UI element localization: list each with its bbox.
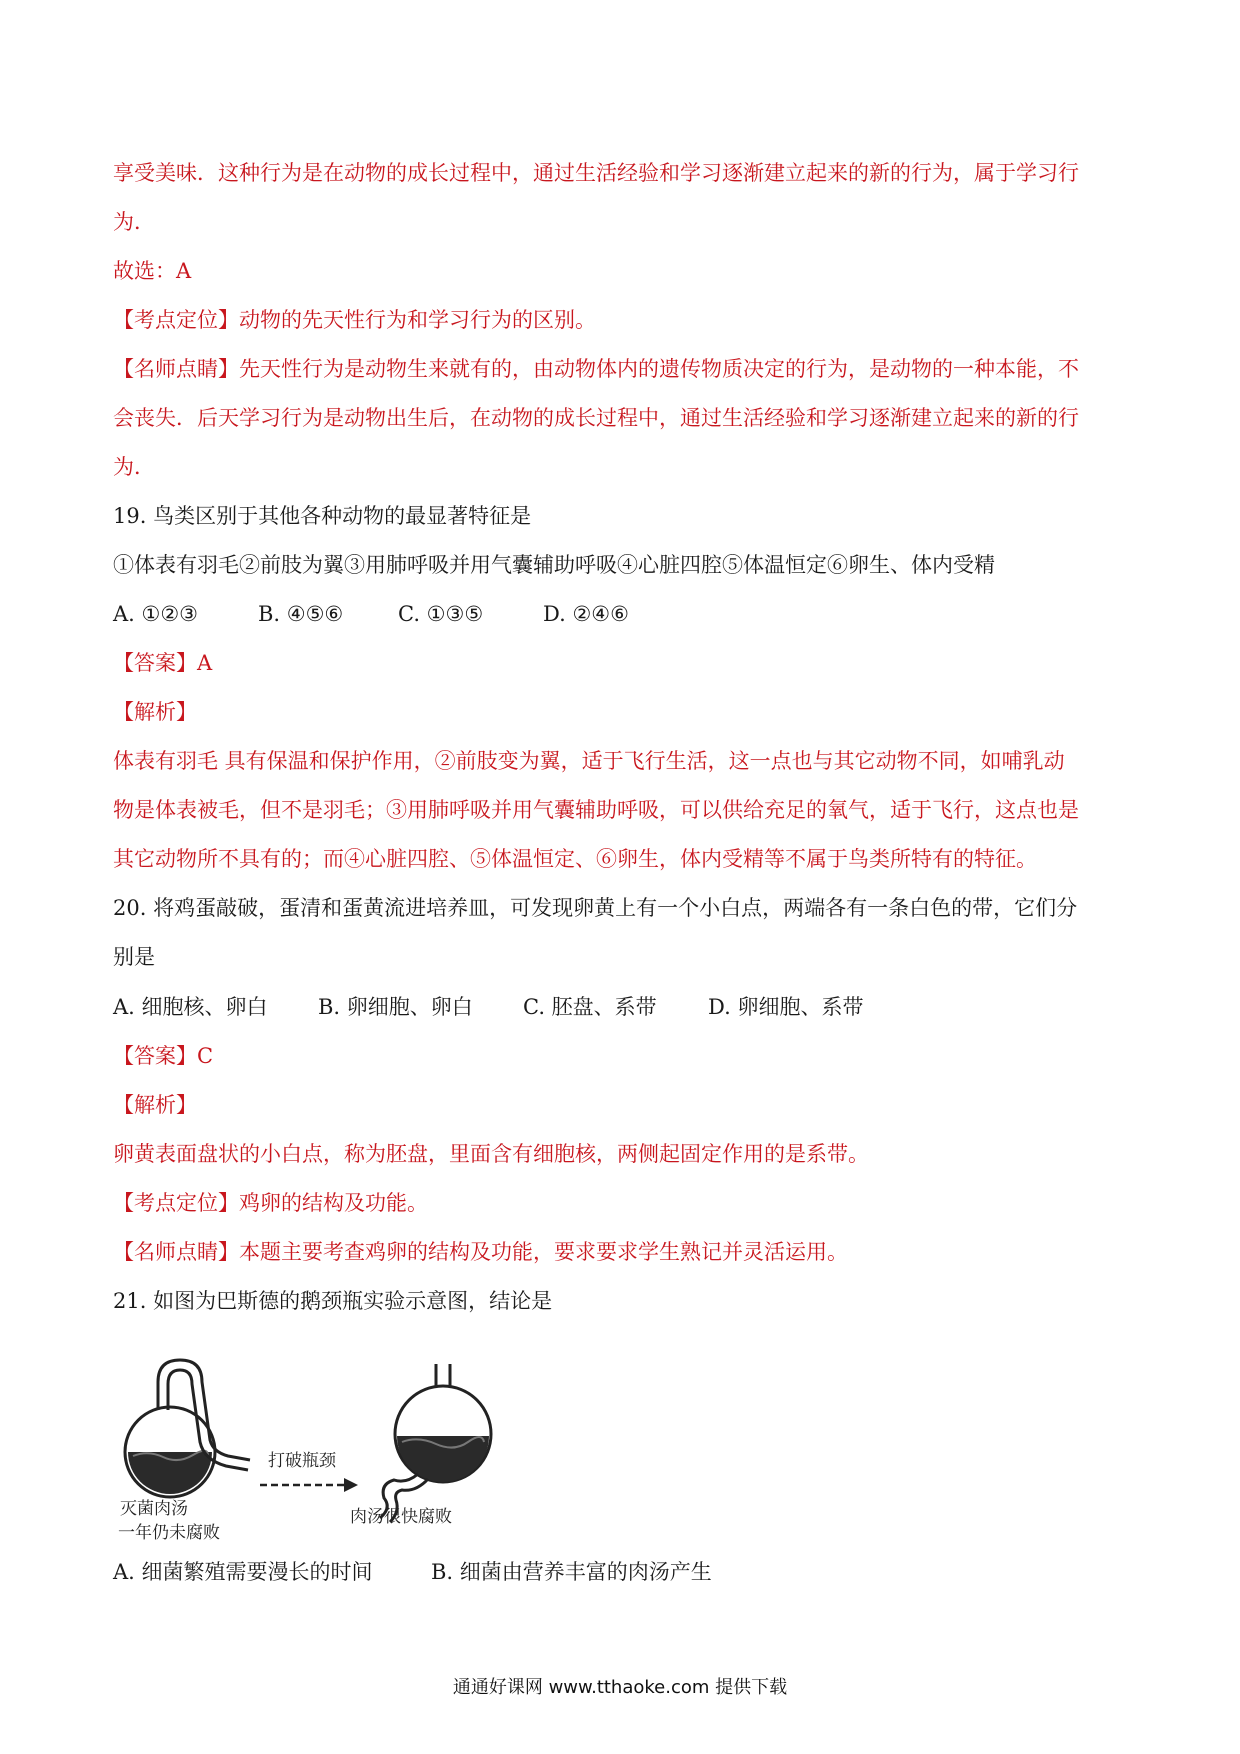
option-b: B. 卵细胞、卵白	[318, 995, 473, 1019]
question-19-analysis: 物是体表被毛，但不是羽毛；③用肺呼吸并用气囊辅助呼吸，可以供给充足的氧气，适于飞行，这点也是	[113, 798, 1079, 822]
option-a: A. ①②③	[113, 602, 198, 626]
option-b: B. ④⑤⑥	[258, 602, 344, 626]
page-footer: 通通好课网 www.tthaoke.com 提供下载	[452, 1677, 788, 1698]
text-line: 享受美味．这种行为是在动物的成长过程中，通过生活经验和学习逐渐建立起来的新的行为，属于学习行	[113, 161, 1079, 185]
question-20-stem: 别是	[113, 945, 155, 969]
text-line: 为．	[113, 455, 155, 479]
option-d: D. ②④⑥	[543, 602, 629, 626]
text-line: 为．	[113, 210, 155, 234]
swan-neck-flask-figure	[118, 1352, 518, 1544]
question-19-items: ①体表有羽毛②前肢为翼③用肺呼吸并用气囊辅助呼吸④心脏四腔⑤体温恒定⑥卵生、体内受精	[113, 553, 995, 577]
question-19-analysis: 体表有羽毛 具有保温和保护作用，②前肢变为翼，适于飞行生活，这一点也与其它动物不同，如哺乳动	[113, 749, 1065, 773]
flask-right	[380, 1364, 491, 1522]
left-caption: 一年仍未腐败	[118, 1523, 220, 1543]
arrow-label: 打破瓶颈	[268, 1451, 336, 1471]
flask-left	[125, 1360, 250, 1497]
option-d: D. 卵细胞、系带	[708, 995, 864, 1019]
question-21-options	[113, 1557, 1133, 1587]
option-b: B. 细菌由营养丰富的肉汤产生	[431, 1560, 712, 1584]
question-19-stem: 19. 鸟类区别于其他各种动物的最显著特征是	[113, 504, 532, 528]
question-20-analysis: 卵黄表面盘状的小白点，称为胚盘，里面含有细胞核，两侧起固定作用的是系带。	[113, 1142, 869, 1166]
option-a: A. 细胞核、卵白	[113, 995, 268, 1019]
kaodian-dingwei: 【考点定位】鸡卵的结构及功能。	[113, 1191, 428, 1215]
question-20-analysis-title: 【解析】	[113, 1093, 197, 1117]
question-19-answer: 【答案】A	[113, 651, 213, 675]
text-line: 会丧失．后天学习行为是动物出生后，在动物的成长过程中，通过生活经验和学习逐渐建立起来的新的行	[113, 406, 1079, 430]
kaodian-dingwei: 【考点定位】动物的先天性行为和学习行为的区别。	[113, 308, 596, 332]
left-caption: 灭菌肉汤	[120, 1499, 188, 1519]
question-19-analysis-title: 【解析】	[113, 700, 197, 724]
arrow	[260, 1478, 358, 1492]
text-line: 故选：A	[113, 259, 192, 283]
mingshi-dianjing: 【名师点睛】本题主要考查鸡卵的结构及功能，要求要求学生熟记并灵活运用。	[113, 1240, 848, 1264]
question-20-answer: 【答案】C	[113, 1044, 214, 1068]
question-21-stem: 21. 如图为巴斯德的鹅颈瓶实验示意图，结论是	[113, 1289, 553, 1313]
option-c: C. ①③⑤	[398, 602, 484, 626]
option-c: C. 胚盘、系带	[523, 995, 657, 1019]
right-caption: 肉汤很快腐败	[350, 1507, 452, 1527]
question-19-options	[113, 599, 1133, 629]
question-20-options	[113, 992, 1133, 1022]
option-a: A. 细菌繁殖需要漫长的时间	[113, 1560, 373, 1584]
question-19-analysis: 其它动物所不具有的；而④心脏四腔、⑤体温恒定、⑥卵生，体内受精等不属于鸟类所特有的特征。	[113, 847, 1037, 871]
question-20-stem: 20. 将鸡蛋敲破，蛋清和蛋黄流进培养皿，可发现卵黄上有一个小白点，两端各有一条白色的带，它们分	[113, 896, 1078, 920]
mingshi-dianjing: 【名师点睛】先天性行为是动物生来就有的，由动物体内的遗传物质决定的行为，是动物的一种本能，不	[113, 357, 1079, 381]
